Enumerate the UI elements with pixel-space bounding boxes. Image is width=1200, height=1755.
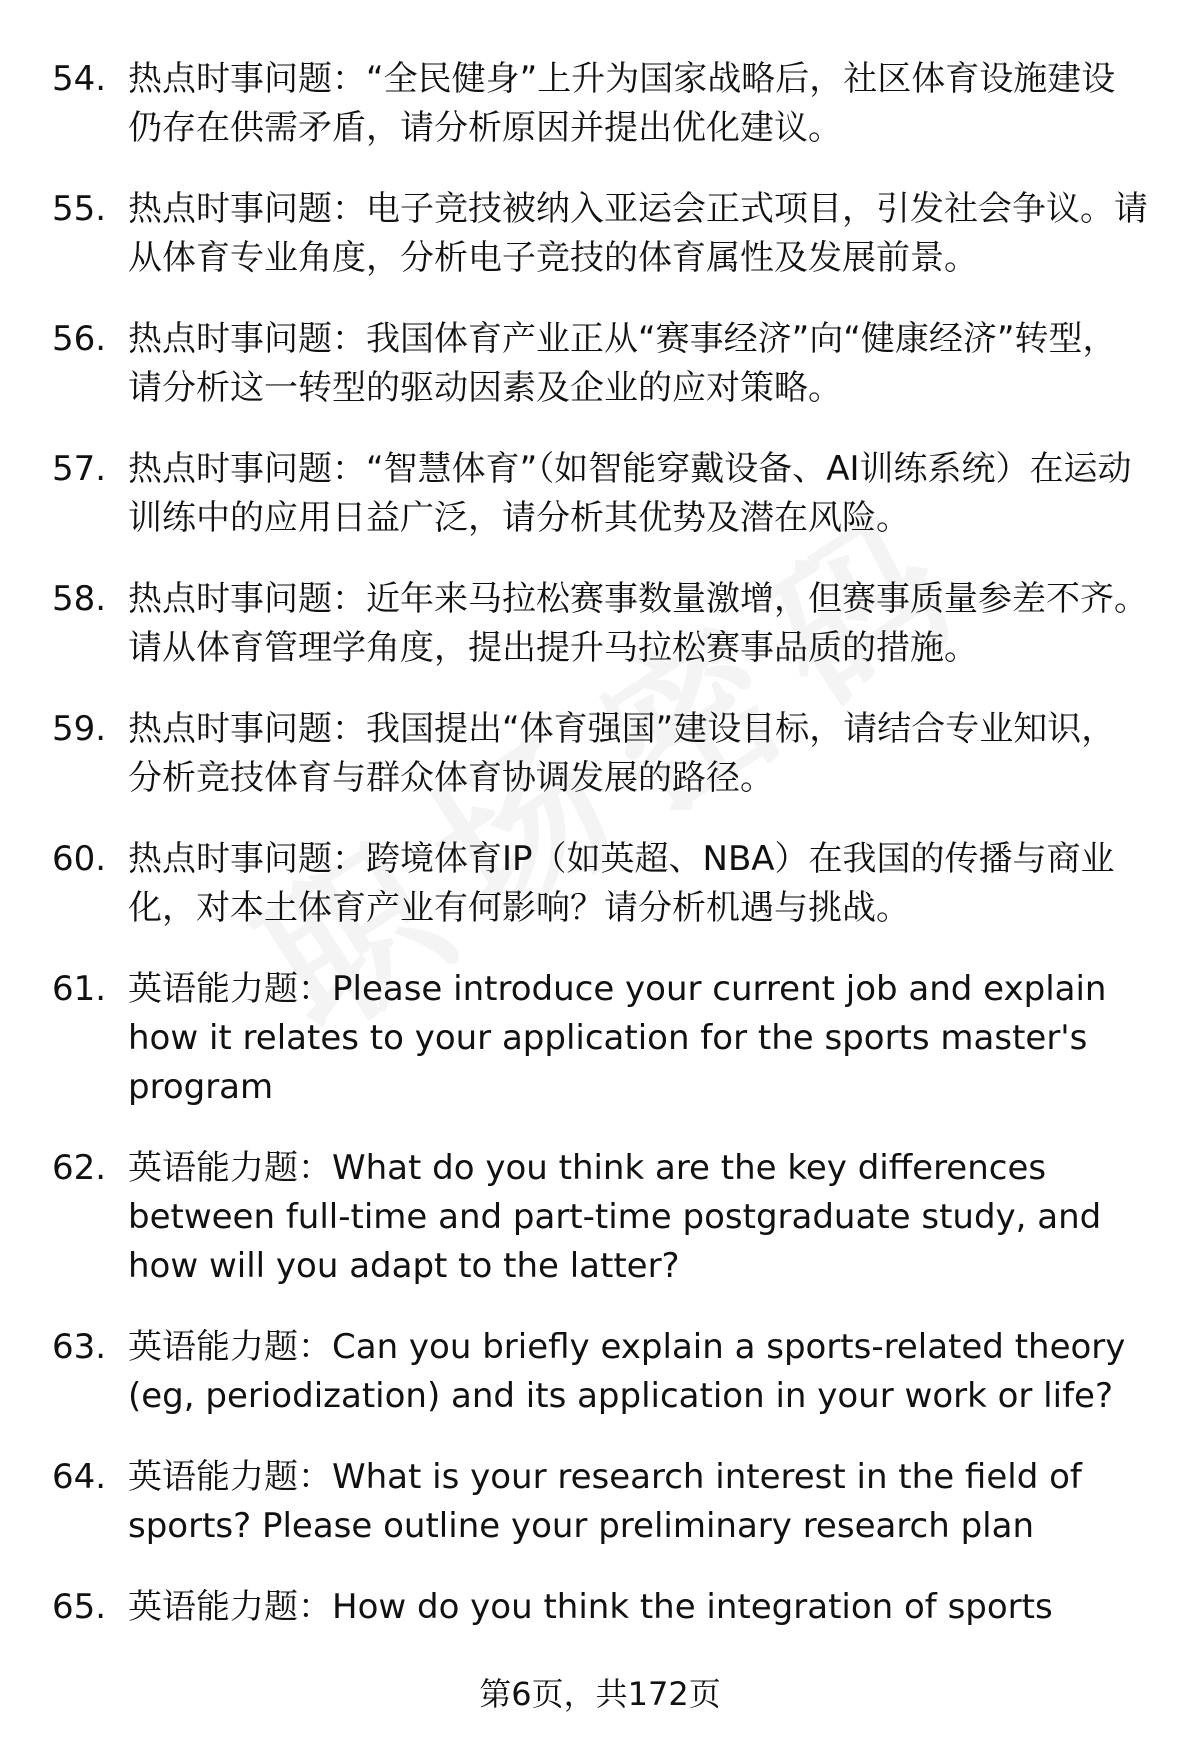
item-number: 59.: [52, 709, 107, 749]
item-text: 热点时事问题：近年来马拉松赛事数量激增，但赛事质量参差不齐。请从体育管理学角度，提出提升马拉松赛事品质的措施。: [128, 579, 1148, 668]
list-item: [0, 445, 1200, 543]
item-text: 英语能力题：Please introduce your current job and explain how it relates to your application for the sports master's program: [128, 969, 1107, 1107]
item-text: 热点时事问题：“全民健身”上升为国家战略后，社区体育设施建设仍存在供需矛盾，请分析原因并提出优化建议。: [128, 59, 1116, 148]
item-number: 61.: [52, 969, 107, 1009]
list-item: [0, 1144, 1200, 1291]
item-number: 55.: [52, 189, 107, 229]
item-number: 58.: [52, 579, 107, 619]
item-text: 热点时事问题：电子竞技被纳入亚运会正式项目，引发社会争议。请从体育专业角度，分析电子竞技的体育属性及发展前景。: [128, 189, 1148, 278]
page-footer: 第6页，共172页: [479, 1675, 721, 1713]
item-number: 60.: [52, 839, 107, 879]
question-list: [0, 55, 1200, 1664]
list-item: [0, 965, 1200, 1112]
item-text: 英语能力题：How do you think the integration of sports: [128, 1587, 1053, 1627]
item-text: 热点时事问题：我国提出“体育强国”建设目标，请结合专业知识，分析竞技体育与群众体育协调发展的路径。: [128, 709, 1116, 798]
item-text: 热点时事问题：跨境体育IP（如英超、NBA）在我国的传播与商业化，对本土体育产业有何影响？请分析机遇与挑战。: [128, 839, 1115, 928]
item-number: 56.: [52, 319, 107, 359]
item-number: 54.: [52, 59, 107, 99]
list-item: [0, 835, 1200, 933]
item-number: 62.: [52, 1148, 107, 1188]
list-item: [0, 575, 1200, 673]
list-item: [0, 185, 1200, 283]
item-number: 57.: [52, 449, 107, 489]
item-number: 63.: [52, 1327, 107, 1367]
item-number: 64.: [52, 1457, 107, 1497]
list-item: [0, 315, 1200, 413]
item-text: 热点时事问题：“智慧体育”（如智能穿戴设备、AI训练系统）在运动训练中的应用日益广泛，请分析其优势及潜在风险。: [128, 449, 1132, 538]
item-text: 热点时事问题：我国体育产业正从“赛事经济”向“健康经济”转型，请分析这一转型的驱动因素及企业的应对策略。: [128, 319, 1117, 408]
item-text: 英语能力题：Can you briefly explain a sports-related theory (eg, periodization) and its application in your work or life?: [128, 1327, 1126, 1416]
list-item: [0, 55, 1200, 153]
item-number: 65.: [52, 1587, 107, 1627]
list-item: [0, 1323, 1200, 1421]
list-item: [0, 1583, 1200, 1632]
list-item: [0, 705, 1200, 803]
list-item: [0, 1453, 1200, 1551]
item-text: 英语能力题：What is your research interest in the field of sports? Please outline your preliminary research plan: [128, 1457, 1082, 1546]
item-text: 英语能力题：What do you think are the key differences between full-time and part-time postgraduate study, and how will you adapt to the latter?: [128, 1148, 1102, 1286]
